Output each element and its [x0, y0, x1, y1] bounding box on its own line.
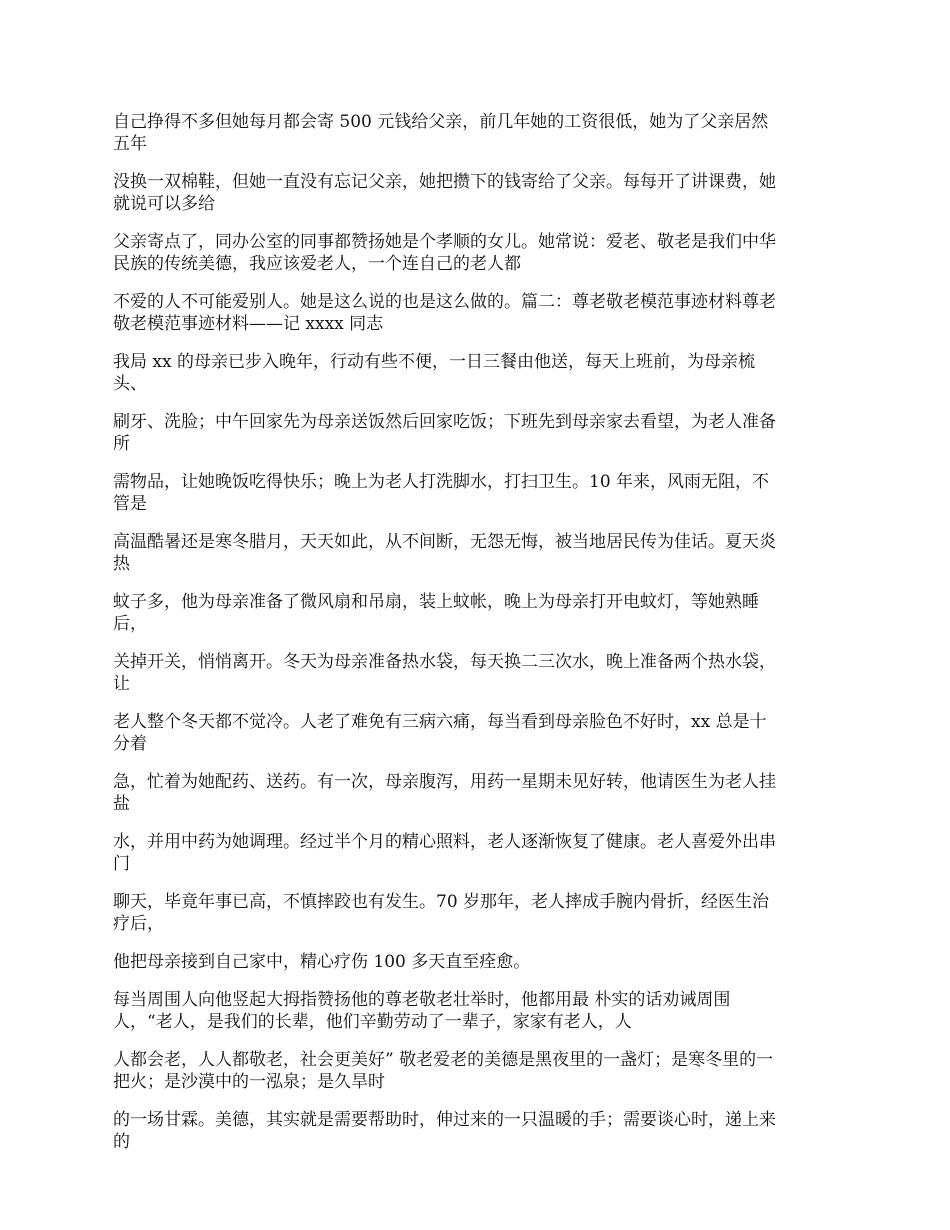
- text-line: 蚊子多，他为母亲准备了微风扇和吊扇，装上蚊帐，晚上为母亲打开电蚊灯，等她熟睡: [113, 592, 759, 612]
- text-line: 老人整个冬天都不觉冷。人老了难免有三病六痛，每当看到母亲脸色不好时，xx 总是十: [113, 712, 767, 732]
- text-line: 水，并用中药为她调理。经过半个月的精心照料，老人逐渐恢复了健康。老人喜爱外出串: [113, 832, 776, 852]
- text-line: 分着: [113, 734, 147, 754]
- text-line: 需物品，让她晚饭吃得快乐；晚上为老人打洗脚水，打扫卫生。10 年来，风雨无阻，不: [113, 472, 770, 492]
- text-line: 热: [113, 554, 130, 574]
- paragraph: [113, 831, 840, 875]
- text-line: 民族的传统美德，我应该爱老人，一个连自己的老人都: [113, 254, 521, 274]
- text-line: 的: [113, 1132, 130, 1152]
- text-line: 急，忙着为她配药、送药。有一次，母亲腹泻，用药一星期未见好转，他请医生为老人挂: [113, 772, 776, 792]
- text-line: 把火；是沙漠中的一泓泉；是久旱时: [113, 1072, 385, 1092]
- text-line: 他把母亲接到自己家中，精心疗伤 100 多天直至痊愈。: [113, 952, 531, 972]
- paragraph: [113, 231, 840, 275]
- text-line: 管是: [113, 494, 147, 514]
- paragraph: [113, 291, 840, 335]
- paragraph: [113, 989, 840, 1033]
- paragraph: [113, 351, 840, 395]
- text-line: 后，: [113, 614, 147, 634]
- text-line: 不爱的人不可能爱别人。她是这么说的也是这么做的。篇二：尊老敬老模范事迹材料尊老: [113, 292, 776, 312]
- paragraph: [113, 1049, 840, 1093]
- text-line: 五年: [113, 134, 147, 154]
- text-line: 门: [113, 854, 130, 874]
- text-line: 人都会老，人人都敬老，社会更美好” 敬老爱老的美德是黑夜里的一盏灯；是寒冬里的一: [113, 1050, 774, 1070]
- text-line: 所: [113, 434, 130, 454]
- paragraph: [113, 951, 840, 973]
- text-line: 聊天，毕竟年事已高，不慎摔跤也有发生。70 岁那年，老人摔成手腕内骨折，经医生治: [113, 892, 770, 912]
- paragraph: [113, 171, 840, 215]
- paragraph: [113, 531, 840, 575]
- text-line: 没换一双棉鞋，但她一直没有忘记父亲，她把攒下的钱寄给了父亲。每每开了讲课费，她: [113, 172, 776, 192]
- paragraph: [113, 411, 840, 455]
- text-line: 关掉开关，悄悄离开。冬天为母亲准备热水袋，每天换二三次水，晚上准备两个热水袋，: [113, 652, 776, 672]
- text-line: 头、: [113, 374, 147, 394]
- paragraph: [113, 771, 840, 815]
- paragraph: [113, 111, 840, 155]
- text-line: 我局 xx 的母亲已步入晚年，行动有些不便，一日三餐由他送，每天上班前，为母亲梳: [113, 352, 755, 372]
- text-line: 敬老模范事迹材料——记 xxxx 同志: [113, 314, 384, 334]
- text-line: 就说可以多给: [113, 194, 215, 214]
- text-line: 每当周围人向他竖起大拇指赞扬他的尊老敬老壮举时，他都用最 朴实的话劝诫周围: [113, 990, 731, 1010]
- text-line: 高温酷暑还是寒冬腊月，天天如此，从不间断，无怨无悔，被当地居民传为佳话。夏天炎: [113, 532, 776, 552]
- paragraph: [113, 1109, 840, 1153]
- paragraph: [113, 591, 840, 635]
- text-line: 人，“老人，是我们的长辈，他们辛勤劳动了一辈子，家家有老人，人: [113, 1012, 632, 1032]
- text-line: 的一场甘霖。美德，其实就是需要帮助时，伸过来的一只温暖的手；需要谈心时，递上来: [113, 1110, 776, 1130]
- paragraph: [113, 651, 840, 695]
- text-line: 疗后，: [113, 914, 164, 934]
- text-line: 刷牙、洗脸；中午回家先为母亲送饭然后回家吃饭；下班先到母亲家去看望，为老人准备: [113, 412, 776, 432]
- paragraph: [113, 891, 840, 935]
- text-line: 自己挣得不多但她每月都会寄 500 元钱给父亲，前几年她的工资很低，她为了父亲居然: [113, 112, 769, 132]
- paragraph: [113, 471, 840, 515]
- text-line: 盐: [113, 794, 130, 814]
- paragraph: [113, 711, 840, 755]
- text-line: 父亲寄点了，同办公室的同事都赞扬她是个孝顺的女儿。她常说：爱老、敬老是我们中华: [113, 232, 776, 252]
- text-line: 让: [113, 674, 130, 694]
- document-page: [113, 111, 840, 1169]
